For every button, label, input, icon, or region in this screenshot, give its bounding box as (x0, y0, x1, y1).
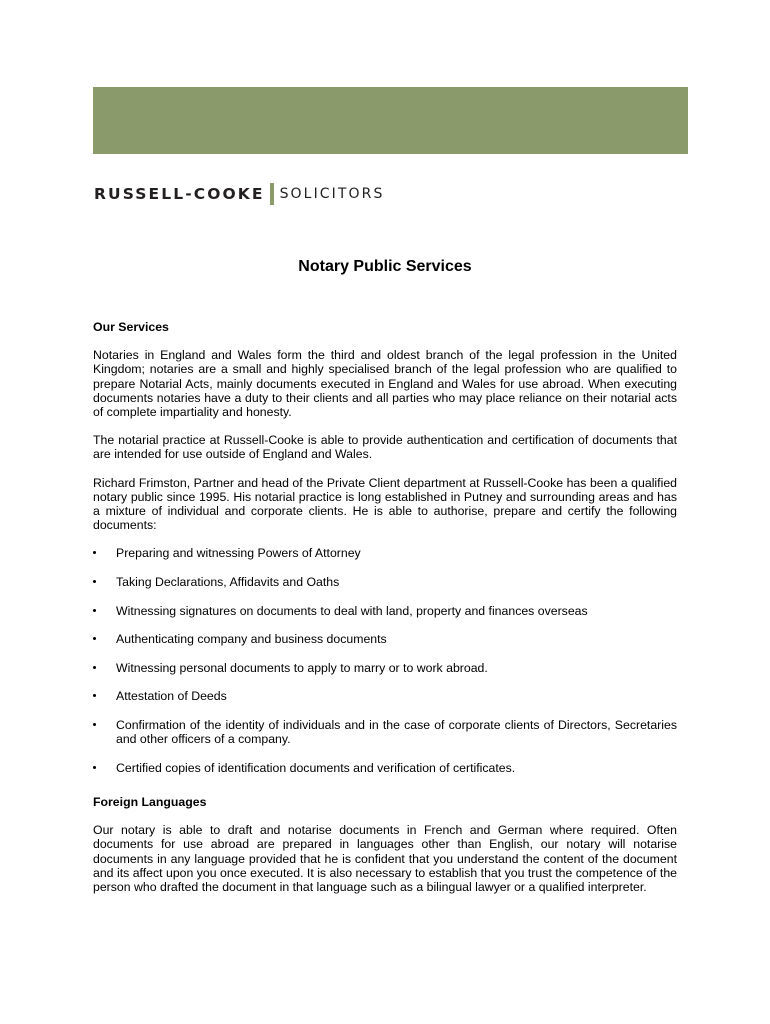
paragraph-languages: Our notary is able to draft and notarise documents in French and German where required. Often documents for use abroad are prepared in languages other than English, our notary will notarise documents in any language provided that he is confident that you understand the content of the document and its affect upon you once executed. It is also necessary to establish that you trust the competence of the person who drafted the document in that language such as a bilingual lawyer or a qualified interpreter. (93, 823, 677, 895)
logo-divider (270, 183, 274, 205)
header-banner (93, 87, 688, 154)
firm-logo (94, 183, 385, 205)
section-our-services (93, 320, 677, 775)
list-item: Preparing and witnessing Powers of Attorney (93, 546, 677, 560)
list-item: Confirmation of the identity of individuals and in the case of corporate clients of Directors, Secretaries and other officers of a company. (93, 718, 677, 746)
bullet-icon (93, 766, 96, 769)
services-list (93, 546, 677, 775)
bullet-icon (93, 666, 96, 669)
bullet-icon (93, 637, 96, 640)
bullet-icon (93, 551, 96, 554)
logo-firm-name: RUSSELL-COOKE (94, 185, 265, 203)
section-heading-our-services: Our Services (93, 320, 169, 334)
list-item: Witnessing signatures on documents to deal with land, property and finances overseas (93, 604, 677, 618)
paragraph-practice: The notarial practice at Russell-Cooke is able to provide authentication and certification of documents that are intended for use outside of England and Wales. (93, 433, 677, 462)
section-heading-foreign-languages: Foreign Languages (93, 795, 207, 809)
bullet-icon (93, 609, 96, 612)
list-item: Authenticating company and business documents (93, 632, 677, 646)
list-item: Certified copies of identification documents and verification of certificates. (93, 761, 677, 775)
list-item: Witnessing personal documents to apply to marry or to work abroad. (93, 661, 677, 675)
list-item: Taking Declarations, Affidavits and Oaths (93, 575, 677, 589)
document-title: Notary Public Services (298, 258, 472, 275)
document-body (93, 320, 677, 894)
bullet-icon (93, 580, 96, 583)
paragraph-partner: Richard Frimston, Partner and head of the Private Client department at Russell-Cooke has been a qualified notary public since 1995. His notarial practice is long established in Putney and surrounding areas and has a mixture of individual and corporate clients. He is able to authorise, prepare and certify the following documents: (93, 475, 677, 533)
bullet-icon (93, 723, 96, 726)
paragraph-intro: Notaries in England and Wales form the third and oldest branch of the legal profession in the United Kingdom; notaries are a small and highly specialised branch of the legal profession who are qualified to prepare Notarial Acts, mainly documents executed in England and Wales for use abroad. When executing documents notaries have a duty to their clients and all parties who may place reliance on their notarial acts of complete impartiality and honesty. (93, 348, 677, 420)
list-item: Attestation of Deeds (93, 689, 677, 703)
section-foreign-languages (93, 795, 677, 894)
logo-subtitle: SOLICITORS (279, 186, 385, 202)
bullet-icon (93, 694, 96, 697)
